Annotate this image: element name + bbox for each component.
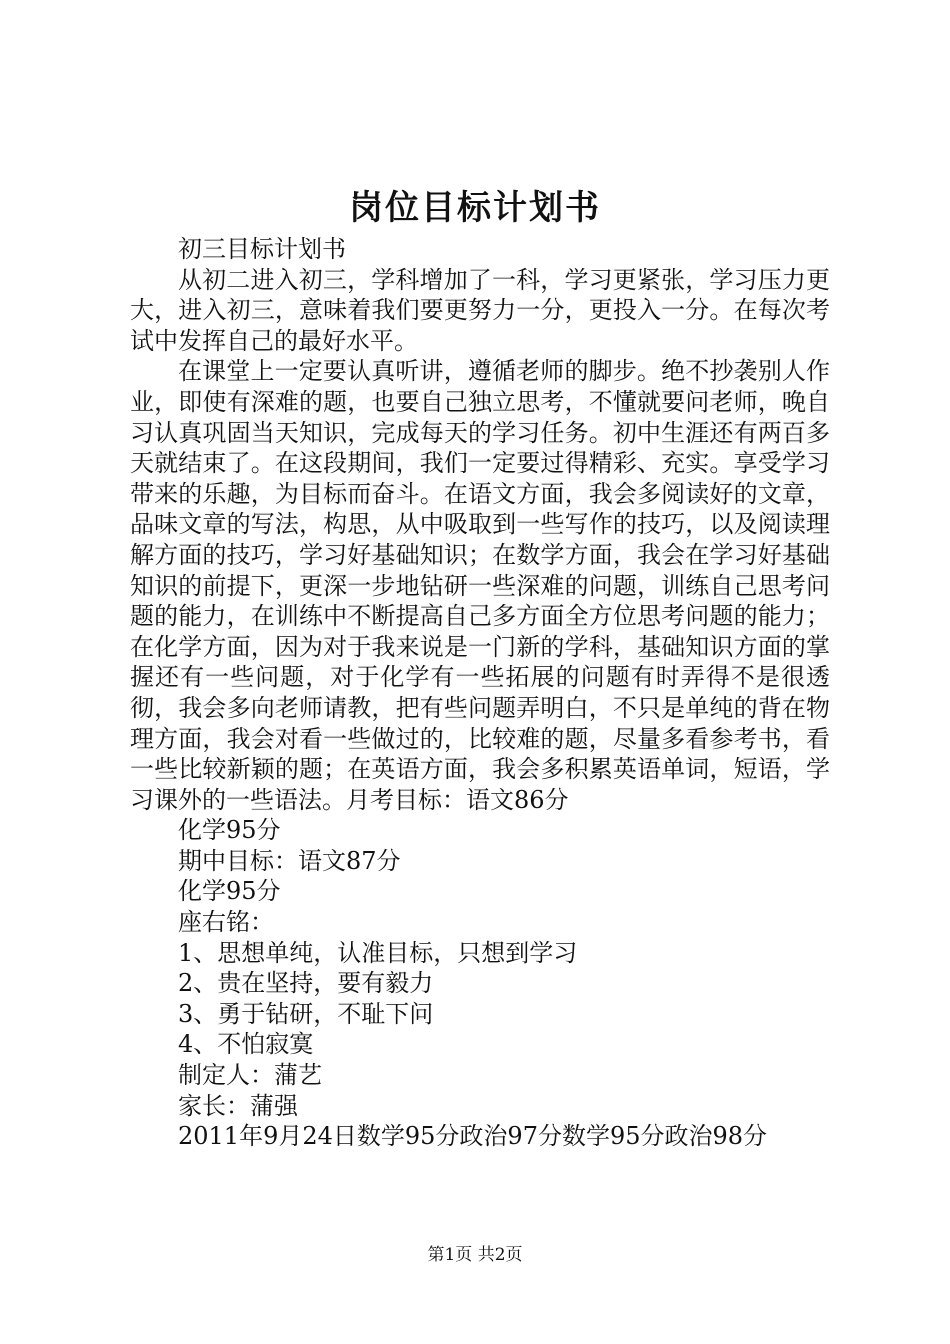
document-body: [130, 234, 830, 1152]
paragraph: 从初二进入初三，学科增加了一科，学习更紧张，学习压力更大，进入初三，意味着我们要更努力一分，更投入一分。在每次考试中发挥自己的最好水平。: [130, 265, 830, 355]
document-subtitle: 初三目标计划书: [178, 235, 346, 263]
text-line: 期中目标：语文87分: [178, 846, 401, 875]
parent-line: 家长：蒲强: [178, 1091, 298, 1120]
motto-heading: 座右铭：: [178, 908, 274, 937]
date-line: 2011年9月24日数学95分政治97分数学95分政治98分: [178, 1122, 768, 1151]
motto-item: 1、思想单纯，认准目标，只想到学习: [178, 938, 578, 967]
text-line: 化学95分: [178, 877, 281, 906]
motto-item: 3、勇于钻研，不耻下问: [178, 999, 434, 1028]
page-footer: 第1页 共2页: [427, 1245, 523, 1265]
document-title: 岗位目标计划书: [349, 188, 601, 228]
motto-item: 4、不怕寂寞: [178, 1030, 314, 1059]
author-line: 制定人：蒲艺: [178, 1061, 322, 1090]
paragraph: 在课堂上一定要认真听讲，遵循老师的脚步。绝不抄袭别人作业，即使有深难的题，也要自己独立思考，不懂就要问老师，晚自习认真巩固当天知识，完成每天的学习任务。初中生涯还有两百多天就结束了。在这段期间，我们一定要过得精彩、充实。享受学习带来的乐趣，为目标而奋斗。在语文方面，我会多阅读好的文章，品味文章的写法，构思，从中吸取到一些写作的技巧，以及阅读理解方面的技巧，学习好基础知识；在数学方面，我会在学习好基础知识的前提下，更深一步地钻研一些深难的问题，训练自己思考问题的能力，在训练中不断提高自己多方面全方位思考问题的能力；在化学方面，因为对于我来说是一门新的学科，基础知识方面的掌握还有一些问题，对于化学有一些拓展的问题有时弄得不是很透彻，我会多向老师请教，把有些问题弄明白，不只是单纯的背在物理方面，我会对看一些做过的，比较难的题，尽量多看参考书，看一些比较新颖的题；在英语方面，我会多积累英语单词，短语，学习课外的一些语法。月考目标：语文86分: [130, 357, 830, 814]
text-line: 化学95分: [178, 816, 281, 845]
motto-item: 2、贵在坚持，要有毅力: [178, 969, 434, 998]
